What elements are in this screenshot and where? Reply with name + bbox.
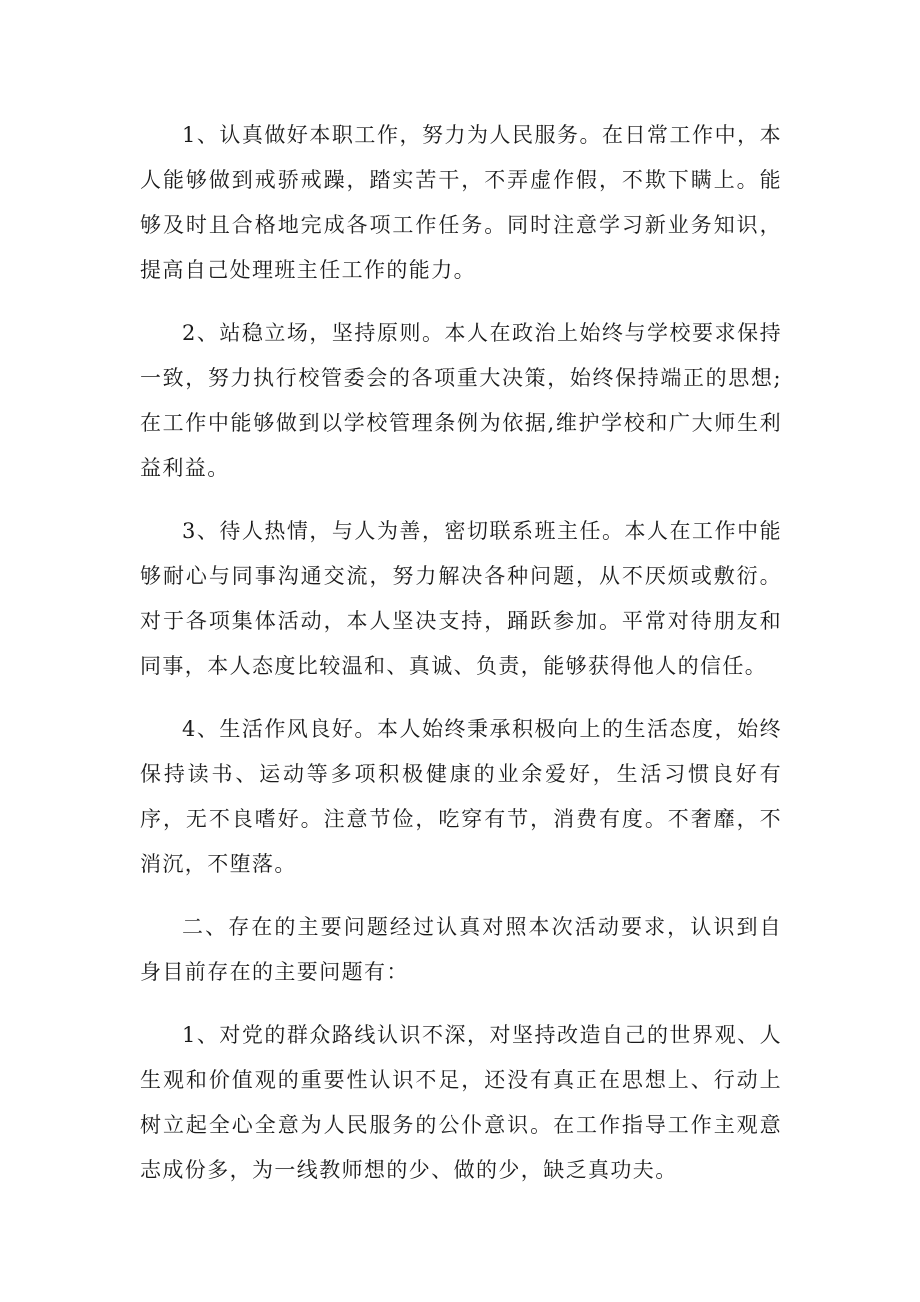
paragraph-lifestyle: 4、生活作风良好。本人始终秉承积极向上的生活态度，始终保持读书、运动等多项积极健康的业余爱好，生活习惯良好有序，无不良嗜好。注意节俭，吃穿有节，消费有度。不奢靡，不消沉，不堕落。 (140, 717, 782, 876)
paragraph-problems-heading: 二、存在的主要问题经过认真对照本次活动要求，认识到自身目前存在的主要问题有： (140, 915, 782, 984)
paragraph-problem-1: 1、对党的群众路线认识不深，对坚持改造自己的世界观、人生观和价值观的重要性认识不足，还没有真正在思想上、行动上树立起全心全意为人民服务的公仆意识。在工作指导工作主观意志成份多，为一线教师想的少、做的少，缺乏真功夫。 (140, 1023, 782, 1182)
paragraph-attitude: 3、待人热情，与人为善，密切联系班主任。本人在工作中能够耐心与同事沟通交流，努力解决各种问题，从不厌烦或敷衍。对于各项集体活动，本人坚决支持，踊跃参加。平常对待朋友和同事，本人态度比较温和、真诚、负责，能够获得他人的信任。 (140, 519, 782, 678)
document-body (140, 113, 782, 1211)
paragraph-duty: 1、认真做好本职工作，努力为人民服务。在日常工作中，本人能够做到戒骄戒躁，踏实苦干，不弄虚作假，不欺下瞒上。能够及时且合格地完成各项工作任务。同时注意学习新业务知识，提高自己处理班主任工作的能力。 (140, 123, 782, 282)
paragraph-stance: 2、站稳立场，坚持原则。本人在政治上始终与学校要求保持一致，努力执行校管委会的各项重大决策，始终保持端正的思想;在工作中能够做到以学校管理条例为依据,维护学校和广大师生利益利益。 (140, 321, 782, 480)
